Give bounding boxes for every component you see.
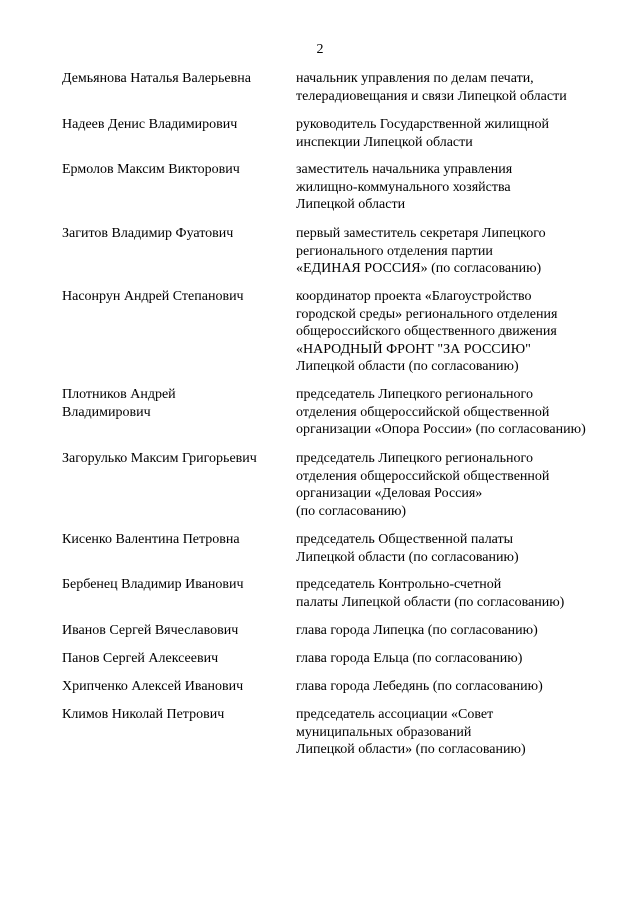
page-number: 2 (316, 42, 324, 57)
member-name: Кисенко Валентина Петровна (62, 532, 240, 547)
member-name: Ермолов Максим Викторович (62, 162, 240, 177)
member-position: глава города Липецка (по согласованию) (296, 623, 538, 638)
member-position: заместитель начальника управления жилищно-коммунального хозяйства Липецкой области (296, 162, 513, 212)
member-name: Бербенец Владимир Иванович (62, 577, 244, 592)
member-name: Демьянова Наталья Валерьевна (62, 71, 251, 86)
member-name: Загитов Владимир Фуатович (62, 226, 234, 241)
member-name: Панов Сергей Алексеевич (62, 651, 219, 666)
member-position: координатор проекта «Благоустройство городской среды» регионального отделения общероссийского общественного движения «НАРОДНЫЙ ФРОНТ "ЗА РОССИЮ" Липецкой области (по согласованию) (296, 289, 558, 374)
member-name: Надеев Денис Владимирович (62, 117, 238, 132)
member-position: начальник управления по делам печати, телерадиовещания и связи Липецкой области (296, 71, 567, 104)
member-position: председатель Общественной палаты Липецкой области (по согласованию) (296, 532, 519, 565)
member-position: глава города Лебедянь (по согласованию) (296, 679, 543, 694)
member-name: Насонрун Андрей Степанович (62, 289, 244, 304)
member-position: глава города Ельца (по согласованию) (296, 651, 523, 666)
member-name: Иванов Сергей Вячеславович (62, 623, 239, 638)
member-name: Климов Николай Петрович (62, 707, 225, 722)
member-name: Загорулько Максим Григорьевич (62, 451, 257, 466)
member-position: председатель Контрольно-счетной палаты Липецкой области (по согласованию) (296, 577, 565, 610)
member-position: первый заместитель секретаря Липецкого регионального отделения партии «ЕДИНАЯ РОССИЯ» (по согласованию) (296, 226, 546, 276)
member-name: Хрипченко Алексей Иванович (62, 679, 244, 694)
member-name: Плотников Андрей Владимирович (62, 387, 176, 420)
member-position: руководитель Государственной жилищной инспекции Липецкой области (296, 117, 549, 150)
member-position: председатель ассоциации «Совет муниципальных образований Липецкой области» (по согласованию) (296, 707, 526, 757)
member-position: председатель Липецкого регионального отделения общероссийской общественной организации «Опора России» (по согласованию) (296, 387, 586, 437)
member-position: председатель Липецкого регионального отделения общероссийской общественной организации «Деловая Россия» (по согласованию) (296, 451, 550, 519)
